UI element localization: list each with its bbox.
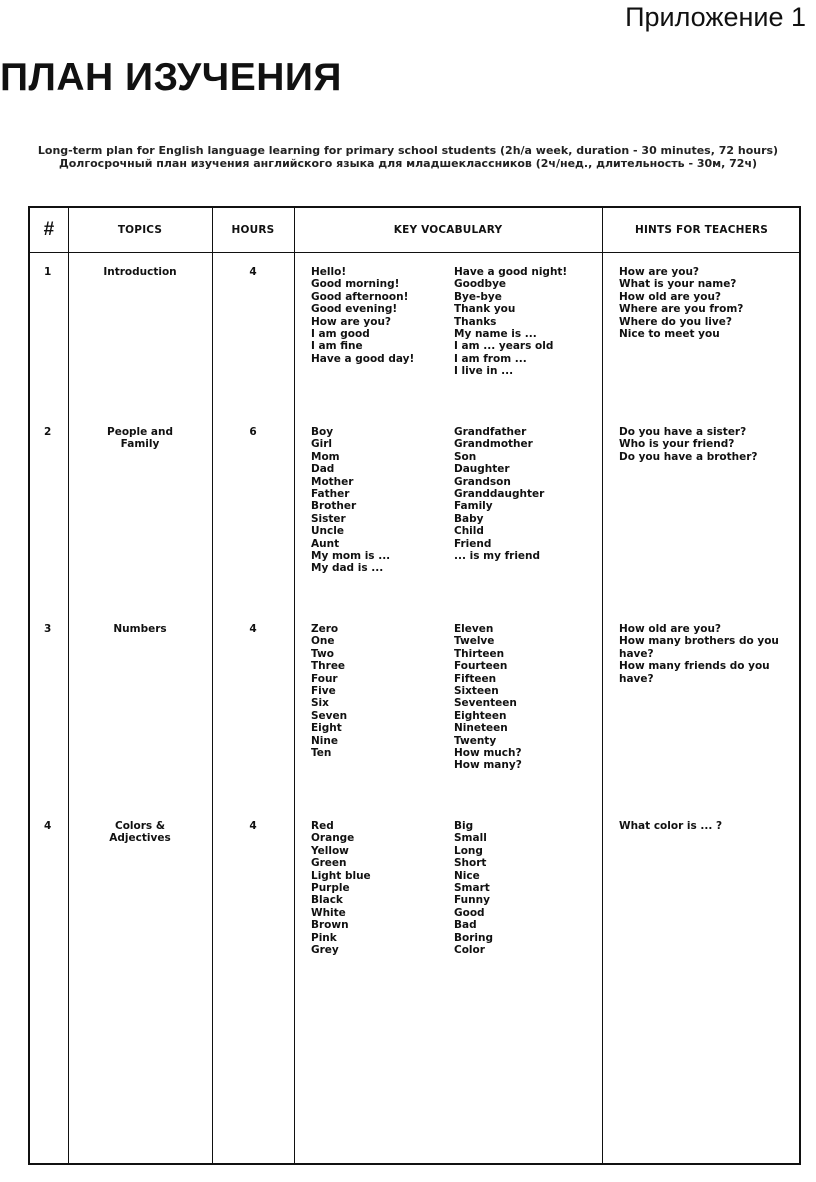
cell-line: My dad is ... — [311, 562, 384, 575]
appendix-label: Приложение 1 — [625, 2, 806, 32]
page-title: ПЛАН ИЗУЧЕНИЯ — [0, 56, 342, 99]
cell-line: Funny — [454, 894, 490, 907]
hours-cell: 4 — [249, 623, 257, 635]
cell-line: Good morning! — [311, 278, 400, 291]
cell-line: Do you have a sister? — [619, 426, 747, 438]
cell-line: I am ... years old — [454, 340, 554, 353]
cell-line: How old are you? — [619, 290, 722, 303]
cell-line: Fourteen — [454, 660, 508, 673]
cell-line: Green — [311, 857, 347, 870]
cell-line: Seven — [311, 709, 348, 722]
cell-line: Yellow — [311, 844, 349, 857]
cell-line: How many? — [454, 759, 522, 772]
row-number: 1 — [44, 266, 52, 278]
cell-line: I am from ... — [454, 352, 527, 365]
cell-line: Four — [311, 672, 338, 685]
cell-line: Seventeen — [454, 697, 517, 710]
cell-line: Who is your friend? — [619, 438, 735, 451]
vocabulary-column-1 — [311, 266, 451, 365]
cell-line: Grandson — [454, 475, 511, 488]
cell-line: Black — [311, 894, 343, 907]
vocabulary-column-2 — [454, 623, 604, 772]
cell-line: Girl — [311, 438, 332, 451]
hours-cell: 6 — [249, 426, 257, 438]
hints-cell — [619, 623, 799, 685]
subtitle-english: Long-term plan for English language learning for primary school students (2h/a week, duration - 30 minutes, 72 hours) — [37, 144, 779, 157]
cell-line: Friend — [454, 537, 492, 550]
cell-line: Have a good day! — [311, 352, 415, 365]
cell-line: Eight — [311, 722, 342, 735]
cell-line: Long — [454, 844, 483, 857]
cell-line: Hello! — [311, 266, 347, 278]
hours-cell: 4 — [249, 820, 257, 832]
cell-line: Five — [311, 685, 336, 698]
cell-line: Thanks — [454, 315, 497, 328]
cell-line: Pink — [311, 931, 337, 944]
vocabulary-column-2 — [454, 426, 604, 562]
cell-line: Son — [454, 450, 477, 463]
hours-cell: 4 — [249, 266, 257, 278]
cell-line: Good afternoon! — [311, 290, 409, 303]
cell-line: Good — [454, 906, 485, 919]
header-key-vocabulary: KEY VOCABULARY — [393, 224, 503, 236]
cell-line: Colors & — [115, 820, 165, 832]
cell-line: Twenty — [454, 734, 497, 747]
cell-line: Grandmother — [454, 438, 533, 451]
cell-line: How are you? — [311, 315, 392, 328]
vocabulary-column-1 — [311, 623, 451, 759]
cell-line: Short — [454, 857, 487, 870]
cell-line: Grandfather — [454, 426, 527, 438]
hints-cell — [619, 266, 799, 340]
cell-line: How old are you? — [619, 623, 722, 635]
cell-line: Family — [454, 500, 493, 513]
cell-line: Fifteen — [454, 672, 497, 685]
vocabulary-column-2 — [454, 820, 604, 956]
cell-line: One — [311, 635, 335, 648]
cell-line: Baby — [454, 512, 484, 525]
cell-line: How much? — [454, 747, 522, 760]
cell-line: Have a good night! — [454, 266, 568, 278]
cell-line: Grey — [311, 944, 339, 957]
cell-line: Purple — [311, 882, 350, 895]
row-number: 3 — [44, 623, 52, 635]
cell-line: How many brothers do you — [619, 635, 779, 648]
cell-line: Bye-bye — [454, 290, 502, 303]
topic-cell — [70, 623, 210, 635]
cell-line: Daughter — [454, 463, 510, 476]
cell-line: Good evening! — [311, 303, 398, 316]
cell-line: Two — [311, 647, 334, 660]
cell-line: Child — [454, 525, 484, 538]
cell-line: Goodbye — [454, 278, 507, 291]
header-hours: HOURS — [231, 224, 275, 236]
cell-line: Do you have a brother? — [619, 450, 758, 463]
cell-line: How many friends do you have? — [619, 660, 770, 685]
cell-line: Dad — [311, 463, 335, 476]
column-divider — [212, 208, 213, 1163]
hints-cell — [619, 820, 799, 832]
cell-line: Adjectives — [109, 832, 171, 845]
cell-line: Where do you live? — [619, 315, 732, 328]
cell-line: Where are you from? — [619, 303, 744, 316]
cell-line: Mom — [311, 450, 340, 463]
row-number: 2 — [44, 426, 52, 438]
cell-line: I am fine — [311, 340, 363, 353]
vocabulary-column-2 — [454, 266, 604, 378]
vocabulary-column-1 — [311, 820, 451, 956]
cell-line: I am good — [311, 328, 370, 341]
cell-line: Three — [311, 660, 346, 673]
cell-line: Sister — [311, 512, 346, 525]
cell-line: Mother — [311, 475, 354, 488]
cell-line: My mom is ... — [311, 550, 391, 563]
cell-line: I live in ... — [454, 365, 514, 378]
header-number: # — [43, 219, 55, 240]
cell-line: Nineteen — [454, 722, 508, 735]
cell-line: Aunt — [311, 537, 340, 550]
cell-line: Smart — [454, 882, 490, 895]
study-plan-table — [28, 206, 801, 1165]
cell-line: Introduction — [103, 266, 177, 278]
cell-line: Ten — [311, 747, 332, 760]
cell-line: Big — [454, 820, 474, 832]
cell-line: Twelve — [454, 635, 495, 648]
cell-line: Boy — [311, 426, 334, 438]
hints-cell — [619, 426, 799, 463]
header-divider — [30, 252, 799, 253]
cell-line: Granddaughter — [454, 488, 545, 501]
cell-line: Boring — [454, 931, 493, 944]
cell-line: ... is my friend — [454, 550, 541, 563]
cell-line: My name is ... — [454, 328, 537, 341]
cell-line: People and — [107, 426, 173, 438]
cell-line: Thirteen — [454, 647, 505, 660]
cell-line: Father — [311, 488, 350, 501]
cell-line: have? — [619, 647, 654, 660]
cell-line: Nine — [311, 734, 338, 747]
cell-line: White — [311, 906, 346, 919]
column-divider — [294, 208, 295, 1163]
cell-line: Brother — [311, 500, 357, 513]
cell-line: Orange — [311, 832, 355, 845]
cell-line: Sixteen — [454, 685, 499, 698]
cell-line: Light blue — [311, 869, 371, 882]
cell-line: Zero — [311, 623, 339, 635]
cell-line: Nice — [454, 869, 480, 882]
cell-line: Nice to meet you — [619, 328, 720, 341]
cell-line: Uncle — [311, 525, 344, 538]
cell-line: Family — [120, 438, 160, 451]
cell-line: What color is ... ? — [619, 820, 723, 832]
header-topics: TOPICS — [117, 224, 163, 236]
column-divider — [68, 208, 69, 1163]
cell-line: Color — [454, 944, 485, 957]
cell-line: Thank you — [454, 303, 516, 316]
topic-cell — [70, 820, 210, 845]
vocabulary-column-1 — [311, 426, 451, 575]
cell-line: Bad — [454, 919, 477, 932]
topic-cell — [70, 426, 210, 451]
cell-line: How are you? — [619, 266, 700, 278]
cell-line: Numbers — [113, 623, 167, 635]
cell-line: Eighteen — [454, 709, 507, 722]
cell-line: Eleven — [454, 623, 494, 635]
row-number: 4 — [44, 820, 52, 832]
cell-line: Small — [454, 832, 487, 845]
topic-cell — [70, 266, 210, 278]
header-hints: HINTS FOR TEACHERS — [634, 224, 769, 236]
cell-line: Red — [311, 820, 334, 832]
cell-line: What is your name? — [619, 278, 737, 291]
cell-line: Brown — [311, 919, 349, 932]
subtitle-russian: Долгосрочный план изучения английского языка для младшеклассников (2ч/нед., длительность - 30м, 72ч) — [58, 157, 758, 170]
cell-line: Six — [311, 697, 329, 710]
